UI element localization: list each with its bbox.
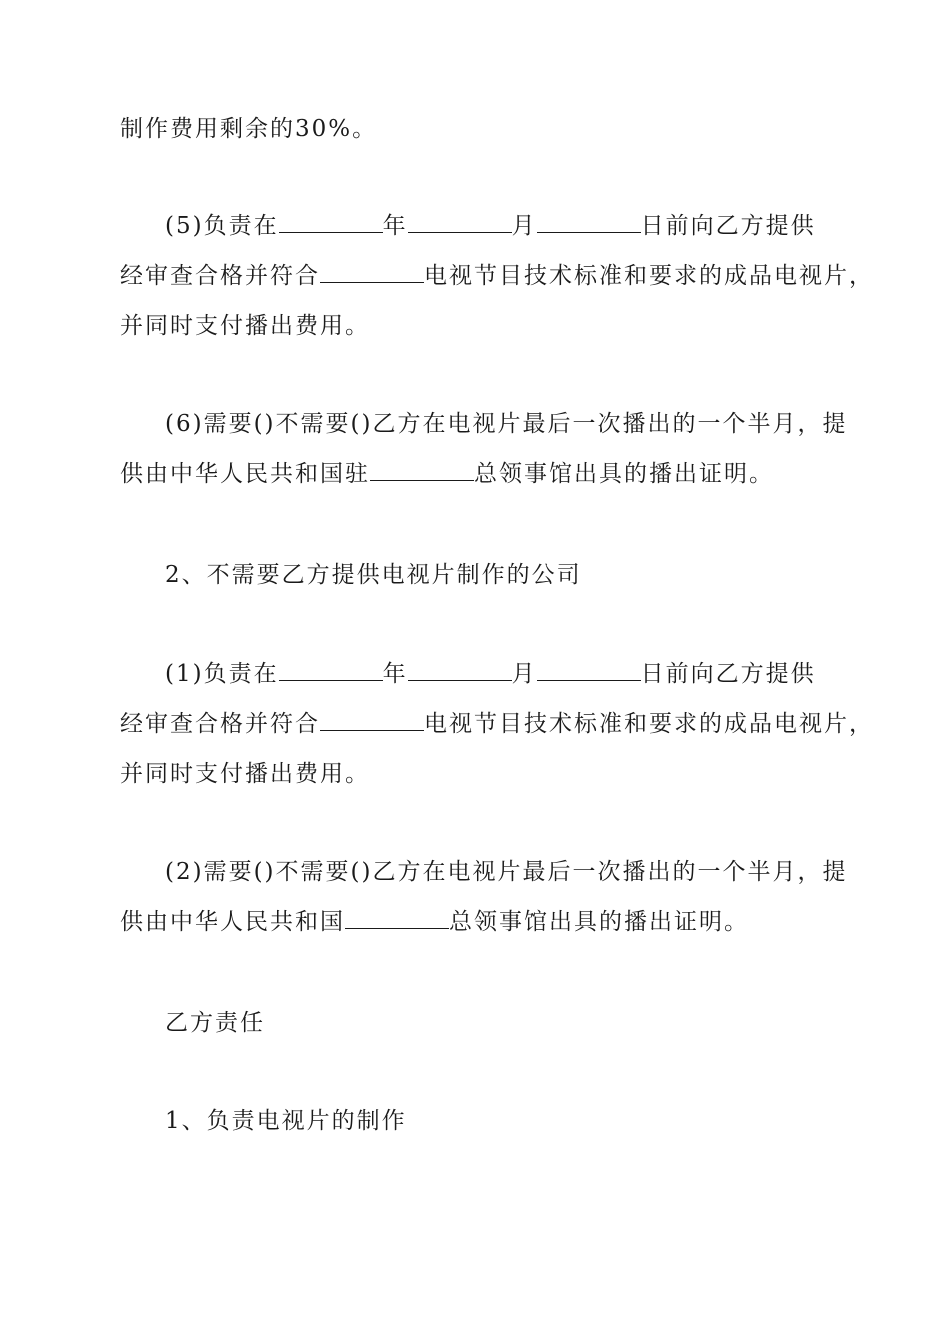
text: 供由中华人民共和国	[120, 909, 345, 935]
text: 1、负责电视片的制作	[165, 1108, 407, 1134]
text: 并同时支付播出费用。	[120, 313, 370, 339]
text: (1)负责在	[165, 661, 279, 687]
fill-blank	[279, 660, 383, 681]
fill-blank	[279, 212, 383, 233]
clause-5-line-3	[120, 311, 370, 341]
clause-6-line-1	[165, 409, 847, 439]
fill-blank	[408, 212, 512, 233]
clause-1-line-3	[120, 759, 370, 789]
text: 日前向乙方提供	[640, 661, 816, 687]
text: 电视节目技术标准和要求的成品电视片，	[424, 263, 874, 289]
fill-blank	[345, 908, 449, 929]
text: 供由中华人民共和国驻	[120, 461, 370, 487]
clause-2-line-1	[165, 857, 847, 887]
fill-blank	[408, 660, 512, 681]
text: 总领事馆出具的播出证明。	[474, 461, 774, 487]
text: 并同时支付播出费用。	[120, 761, 370, 787]
paragraph-line	[120, 114, 377, 144]
fill-blank	[320, 262, 424, 283]
fill-blank	[370, 460, 474, 481]
clause-1-line-2	[120, 709, 874, 739]
fill-blank	[537, 660, 641, 681]
clause-2-line-2	[120, 907, 749, 937]
text: 2、不需要乙方提供电视片制作的公司	[165, 562, 582, 588]
text: 年	[382, 661, 408, 687]
fill-blank	[537, 212, 641, 233]
section-heading	[165, 1008, 265, 1038]
text: (5)负责在	[165, 213, 279, 239]
clause-1-line-1	[165, 659, 816, 689]
text: 日前向乙方提供	[640, 213, 816, 239]
clause-6-line-2	[120, 459, 774, 489]
text: (2)需要()不需要()乙方在电视片最后一次播出的一个半月，提	[165, 859, 848, 885]
section-heading	[165, 560, 582, 590]
clause-5-line-1	[165, 211, 816, 241]
text: 经审查合格并符合	[120, 263, 320, 289]
clause-5-line-2	[120, 261, 874, 291]
text: 月	[511, 661, 537, 687]
text: 电视节目技术标准和要求的成品电视片，	[424, 711, 874, 737]
text: 年	[382, 213, 408, 239]
text: (6)需要()不需要()乙方在电视片最后一次播出的一个半月，提	[165, 411, 848, 437]
text: 经审查合格并符合	[120, 711, 320, 737]
fill-blank	[320, 710, 424, 731]
section-heading	[165, 1106, 407, 1136]
text: 制作费用剩余的30%。	[120, 116, 378, 142]
text: 乙方责任	[165, 1010, 265, 1036]
text: 总领事馆出具的播出证明。	[449, 909, 749, 935]
text: 月	[511, 213, 537, 239]
